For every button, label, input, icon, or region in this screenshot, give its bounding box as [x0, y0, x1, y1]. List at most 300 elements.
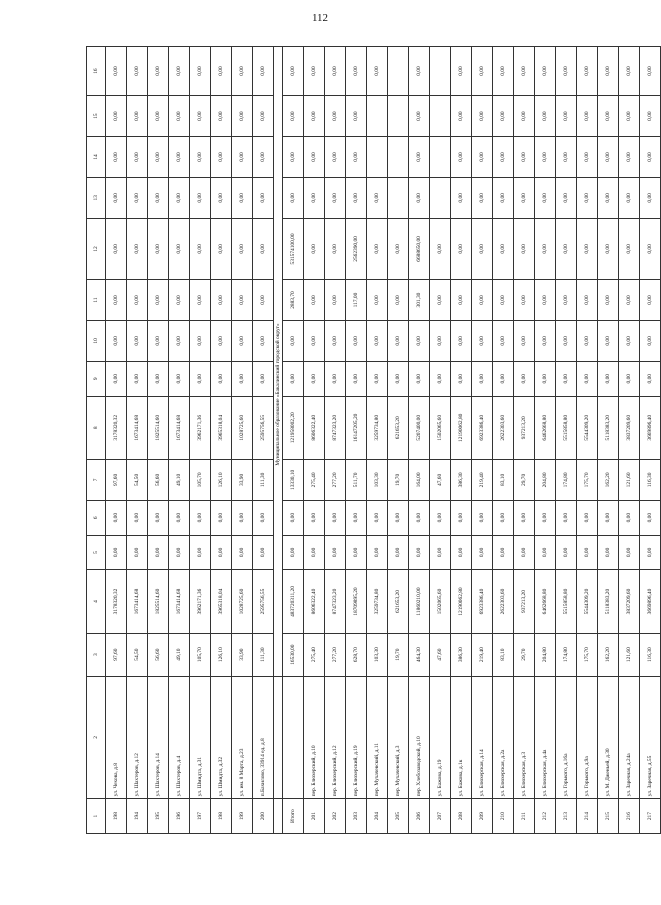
value-cell: 0,00 — [472, 47, 493, 96]
value-cell: 0,00 — [577, 177, 598, 218]
value-cell: 0,00 — [253, 320, 274, 361]
value-cell: 0,00 — [451, 361, 472, 396]
value-cell: 3669896,40 — [640, 396, 661, 459]
value-cell: 0,00 — [640, 361, 661, 396]
table-row — [127, 47, 148, 834]
value-cell: 5118383,20 — [598, 570, 619, 633]
value-cell: 0,00 — [388, 218, 409, 279]
value-cell: 0,00 — [346, 137, 367, 178]
address-cell: ул. Блюхерская, д.4а — [535, 676, 556, 799]
value-cell: 0,00 — [304, 500, 325, 535]
column-header-4: 4 — [87, 570, 106, 633]
value-cell: 0,00 — [409, 320, 430, 361]
value-cell: 0,00 — [190, 47, 211, 96]
address-cell: ул. Шахтеров, д.14 — [148, 676, 169, 799]
table-row — [211, 47, 232, 834]
address-cell: пер. Хлебозаводской, д.10 — [409, 676, 430, 799]
value-cell: 0,00 — [190, 535, 211, 570]
value-cell: 1673414,68 — [127, 396, 148, 459]
value-cell: 0,00 — [577, 280, 598, 321]
value-cell: 0,00 — [283, 96, 304, 137]
value-cell — [367, 96, 388, 137]
value-cell: 0,00 — [127, 96, 148, 137]
value-cell: 0,00 — [304, 320, 325, 361]
value-cell: 1673414,68 — [127, 570, 148, 633]
value-cell: 2562390,00 — [346, 218, 367, 279]
value-cell: 5515858,80 — [556, 570, 577, 633]
address-cell: пер. Мухачевский, д.11 — [367, 676, 388, 799]
value-cell: 1825514,60 — [148, 396, 169, 459]
value-cell: 0,00 — [283, 361, 304, 396]
value-cell: 277,20 — [325, 633, 346, 676]
value-cell: 0,00 — [619, 137, 640, 178]
value-cell: 0,00 — [325, 177, 346, 218]
value-cell: 0,00 — [556, 361, 577, 396]
value-cell: 0,00 — [493, 47, 514, 96]
value-cell: 1502065,60 — [430, 396, 451, 459]
table-row — [514, 47, 535, 834]
value-cell: 0,00 — [577, 361, 598, 396]
value-cell: 5544309,20 — [577, 396, 598, 459]
value-cell: 0,00 — [472, 320, 493, 361]
value-cell: 0,00 — [253, 280, 274, 321]
value-cell — [388, 47, 409, 96]
value-cell: 0,00 — [472, 96, 493, 137]
value-cell: 0,00 — [493, 177, 514, 218]
value-cell: 275,40 — [304, 633, 325, 676]
table-row — [148, 47, 169, 834]
value-cell: 0,00 — [640, 177, 661, 218]
value-cell: 0,00 — [514, 280, 535, 321]
value-cell: 0,00 — [367, 361, 388, 396]
value-cell: 0,00 — [535, 361, 556, 396]
row-number-cell: 213 — [556, 799, 577, 834]
value-cell: 0,00 — [325, 280, 346, 321]
value-cell: 0,00 — [598, 535, 619, 570]
address-cell: пер. Мухачевский, д.3 — [388, 676, 409, 799]
value-cell: 0,00 — [493, 361, 514, 396]
value-cell: 0,00 — [556, 47, 577, 96]
value-cell: 0,00 — [577, 96, 598, 137]
value-cell: 0,00 — [232, 320, 253, 361]
value-cell — [430, 137, 451, 178]
value-cell: 204,80 — [535, 459, 556, 500]
value-cell: 47,60 — [430, 459, 451, 500]
value-cell: 0,00 — [430, 500, 451, 535]
value-cell: 0,00 — [619, 177, 640, 218]
value-cell: 0,00 — [451, 137, 472, 178]
data-table — [86, 46, 661, 834]
value-cell: 1028725,60 — [232, 570, 253, 633]
value-cell: 0,00 — [106, 96, 127, 137]
value-cell: 49,10 — [169, 633, 190, 676]
table-row — [535, 47, 556, 834]
value-cell: 0,00 — [304, 535, 325, 570]
table-row — [640, 47, 661, 834]
value-cell: 301,30 — [409, 280, 430, 321]
value-cell: 0,00 — [211, 361, 232, 396]
value-cell: 2622303,60 — [493, 570, 514, 633]
value-cell: 0,00 — [253, 137, 274, 178]
value-cell: 511,70 — [346, 459, 367, 500]
value-cell: 83,10 — [493, 633, 514, 676]
value-cell: 0,00 — [106, 535, 127, 570]
value-cell — [388, 177, 409, 218]
value-cell: 0,00 — [148, 361, 169, 396]
value-cell: 0,00 — [577, 320, 598, 361]
value-cell: 0,00 — [346, 47, 367, 96]
value-cell: 54,50 — [127, 459, 148, 500]
value-cell: 0,00 — [556, 177, 577, 218]
value-cell: 0,00 — [127, 320, 148, 361]
page-number: 112 — [311, 12, 329, 24]
value-cell: 2595756,55 — [253, 570, 274, 633]
value-cell: 1502065,60 — [430, 570, 451, 633]
row-number-cell: 208 — [451, 799, 472, 834]
value-cell: 0,00 — [304, 361, 325, 396]
value-cell: 0,00 — [619, 500, 640, 535]
column-header-10: 10 — [87, 320, 106, 361]
value-cell: 0,00 — [577, 218, 598, 279]
table-row — [253, 47, 274, 834]
value-cell: 0,00 — [211, 320, 232, 361]
value-cell: 0,00 — [598, 177, 619, 218]
value-cell: 0,00 — [514, 500, 535, 535]
value-cell: 0,00 — [148, 500, 169, 535]
value-cell: 0,00 — [535, 177, 556, 218]
value-cell: 0,00 — [388, 361, 409, 396]
value-cell — [367, 137, 388, 178]
value-cell: 0,00 — [211, 47, 232, 96]
value-cell: 0,00 — [451, 500, 472, 535]
value-cell: 0,00 — [514, 137, 535, 178]
column-header-14: 14 — [87, 137, 106, 178]
value-cell: 0,00 — [367, 177, 388, 218]
value-cell: 0,00 — [304, 177, 325, 218]
value-cell: 0,00 — [304, 47, 325, 96]
value-cell: 464,30 — [409, 633, 430, 676]
value-cell: 117,00 — [346, 280, 367, 321]
row-number-cell: 215 — [598, 799, 619, 834]
table-row — [346, 47, 367, 834]
value-cell: 0,00 — [211, 177, 232, 218]
address-cell: ул. Чехова, д.8 — [106, 676, 127, 799]
value-cell: 0,00 — [148, 177, 169, 218]
value-cell: 3178320,32 — [106, 396, 127, 459]
value-cell: 0,00 — [577, 47, 598, 96]
table-row — [577, 47, 598, 834]
value-cell: 0,00 — [430, 280, 451, 321]
value-cell: 0,00 — [535, 280, 556, 321]
value-cell — [388, 96, 409, 137]
value-cell: 0,00 — [556, 500, 577, 535]
value-cell: 105,70 — [190, 459, 211, 500]
value-cell: 0,00 — [325, 137, 346, 178]
value-cell: 0,00 — [127, 500, 148, 535]
value-cell: 0,00 — [367, 320, 388, 361]
value-cell: 0,00 — [367, 218, 388, 279]
row-number-cell: Итого — [283, 799, 304, 834]
value-cell: 0,00 — [325, 218, 346, 279]
value-cell: 3965318,04 — [211, 396, 232, 459]
value-cell: 0,00 — [409, 47, 430, 96]
value-cell: 0,00 — [148, 320, 169, 361]
value-cell: 0,00 — [253, 361, 274, 396]
row-number-cell: 211 — [514, 799, 535, 834]
value-cell: 174,80 — [556, 633, 577, 676]
value-cell: 16530,00 — [283, 633, 304, 676]
value-cell: 0,00 — [367, 280, 388, 321]
value-cell: 0,00 — [493, 137, 514, 178]
value-cell: 0,00 — [514, 47, 535, 96]
value-cell: 0,00 — [325, 47, 346, 96]
value-cell: 0,00 — [148, 47, 169, 96]
value-cell: 386,30 — [451, 459, 472, 500]
value-cell: 277,20 — [325, 459, 346, 500]
table-row — [190, 47, 211, 834]
value-cell: 0,00 — [409, 137, 430, 178]
value-cell: 6462668,80 — [535, 396, 556, 459]
row-number-cell: 206 — [409, 799, 430, 834]
value-cell: 483720311,20 — [283, 570, 304, 633]
address-cell: пер. Блюхерский, д.10 — [304, 676, 325, 799]
value-cell: 0,00 — [535, 535, 556, 570]
value-cell: 0,00 — [325, 535, 346, 570]
value-cell: 33,90 — [232, 633, 253, 676]
value-cell: 0,00 — [283, 137, 304, 178]
value-cell: 0,00 — [169, 535, 190, 570]
value-cell: 0,00 — [148, 280, 169, 321]
value-cell: 6923386,40 — [472, 570, 493, 633]
value-cell — [430, 96, 451, 137]
row-number-cell: 198 — [211, 799, 232, 834]
column-header-row — [87, 47, 106, 834]
value-cell: 3837209,60 — [619, 570, 640, 633]
value-cell: 0,00 — [598, 47, 619, 96]
column-header-16: 16 — [87, 47, 106, 96]
value-cell: 531574100,00 — [283, 218, 304, 279]
value-cell: 0,00 — [367, 47, 388, 96]
value-cell: 121,60 — [619, 459, 640, 500]
address-cell: пер. Блюхерский, д.12 — [325, 676, 346, 799]
value-cell: 1673414,68 — [169, 570, 190, 633]
value-cell: 0,00 — [325, 361, 346, 396]
value-cell: 12190062,80 — [451, 396, 472, 459]
value-cell: 0,00 — [619, 535, 640, 570]
value-cell: 0,00 — [619, 320, 640, 361]
value-cell: 1673414,68 — [169, 396, 190, 459]
value-cell: 121,60 — [619, 633, 640, 676]
value-cell: 0,00 — [253, 218, 274, 279]
value-cell: 0,00 — [169, 177, 190, 218]
row-number-cell: 199 — [232, 799, 253, 834]
value-cell: 0,00 — [346, 361, 367, 396]
address-cell: ул. Шахтеров, д.12 — [127, 676, 148, 799]
row-number-cell: 203 — [346, 799, 367, 834]
address-cell — [283, 676, 304, 799]
value-cell: 54,50 — [127, 633, 148, 676]
value-cell: 175,70 — [577, 633, 598, 676]
value-cell: 275,40 — [304, 459, 325, 500]
value-cell: 6688650,00 — [409, 218, 430, 279]
value-cell: 0,00 — [253, 177, 274, 218]
value-cell: 0,00 — [598, 320, 619, 361]
value-cell: 6462668,80 — [535, 570, 556, 633]
section-title: Муниципальное образование «Бакалинский городской округ» — [274, 47, 283, 677]
value-cell: 0,00 — [232, 280, 253, 321]
row-number-cell: 200 — [253, 799, 274, 834]
address-cell: ул. Горького, д.16а — [556, 676, 577, 799]
value-cell — [430, 47, 451, 96]
value-cell: 0,00 — [640, 47, 661, 96]
value-cell: 0,00 — [211, 280, 232, 321]
value-cell: 11860210,00 — [409, 570, 430, 633]
value-cell: 0,00 — [127, 137, 148, 178]
value-cell: 0,00 — [346, 320, 367, 361]
value-cell: 0,00 — [451, 320, 472, 361]
value-cell: 0,00 — [169, 137, 190, 178]
value-cell: 0,00 — [127, 177, 148, 218]
row-number-cell: 196 — [169, 799, 190, 834]
value-cell: 621653,20 — [388, 396, 409, 459]
value-cell: 0,00 — [430, 320, 451, 361]
value-cell: 97,60 — [106, 459, 127, 500]
value-cell: 0,00 — [169, 320, 190, 361]
row-number-cell: 194 — [127, 799, 148, 834]
value-cell: 5207400,00 — [409, 396, 430, 459]
value-cell: 0,00 — [232, 361, 253, 396]
table-row — [169, 47, 190, 834]
value-cell: 8606322,40 — [304, 570, 325, 633]
value-cell: 8606322,40 — [304, 396, 325, 459]
value-cell: 0,00 — [232, 137, 253, 178]
value-cell: 0,00 — [493, 96, 514, 137]
value-cell: 5544309,20 — [577, 570, 598, 633]
value-cell: 0,00 — [409, 500, 430, 535]
row-number-cell: 204 — [367, 799, 388, 834]
value-cell: 0,00 — [514, 96, 535, 137]
value-cell: 116,30 — [640, 459, 661, 500]
value-cell: 0,00 — [514, 361, 535, 396]
value-cell: 0,00 — [451, 535, 472, 570]
table-row — [451, 47, 472, 834]
value-cell: 0,00 — [640, 137, 661, 178]
address-cell: ул. Шмидта, д.31 — [190, 676, 211, 799]
value-cell: 0,00 — [106, 177, 127, 218]
row-number-cell: 205 — [388, 799, 409, 834]
value-cell: 0,00 — [535, 320, 556, 361]
value-cell: 0,00 — [169, 500, 190, 535]
column-header-2: 2 — [87, 676, 106, 799]
value-cell: 0,00 — [640, 320, 661, 361]
value-cell: 0,00 — [169, 47, 190, 96]
value-cell: 8747323,20 — [325, 570, 346, 633]
row-number-cell: 209 — [472, 799, 493, 834]
value-cell: 0,00 — [148, 96, 169, 137]
section-blank-cell — [274, 676, 283, 799]
value-cell: 0,00 — [451, 47, 472, 96]
value-cell: 0,00 — [640, 280, 661, 321]
address-cell: ул. Шахтеров, д.4 — [169, 676, 190, 799]
value-cell: 0,00 — [598, 218, 619, 279]
value-cell: 0,00 — [283, 177, 304, 218]
value-cell: 0,00 — [169, 218, 190, 279]
value-cell: 3962171,36 — [190, 570, 211, 633]
value-cell: 0,00 — [127, 218, 148, 279]
value-cell: 2622303,60 — [493, 396, 514, 459]
row-number-cell: 217 — [640, 799, 661, 834]
value-cell: 0,00 — [514, 177, 535, 218]
value-cell: 0,00 — [190, 96, 211, 137]
value-cell: 0,00 — [430, 218, 451, 279]
value-cell: 97,60 — [106, 633, 127, 676]
row-number-cell: 201 — [304, 799, 325, 834]
column-header-1: 1 — [87, 799, 106, 834]
value-cell: 0,00 — [169, 96, 190, 137]
value-cell — [388, 137, 409, 178]
address-cell: ул. Заречная, д.55 — [640, 676, 661, 799]
value-cell: 0,00 — [472, 137, 493, 178]
value-cell: 0,00 — [409, 96, 430, 137]
value-cell: 16147205,20 — [346, 396, 367, 459]
rotated-table-container — [86, 46, 653, 834]
table-row — [232, 47, 253, 834]
value-cell: 0,00 — [535, 500, 556, 535]
row-number-cell: 216 — [619, 799, 640, 834]
table-row — [430, 47, 451, 834]
value-cell: 0,00 — [232, 47, 253, 96]
value-cell: 0,00 — [106, 280, 127, 321]
value-cell: 0,00 — [127, 535, 148, 570]
value-cell: 0,00 — [283, 535, 304, 570]
value-cell: 0,00 — [190, 177, 211, 218]
column-header-11: 11 — [87, 280, 106, 321]
address-cell: пер. Блюхерский, д.19 — [346, 676, 367, 799]
value-cell: 0,00 — [346, 177, 367, 218]
value-cell: 0,00 — [430, 361, 451, 396]
row-number-cell: 212 — [535, 799, 556, 834]
value-cell: 937213,20 — [514, 396, 535, 459]
value-cell: 0,00 — [211, 96, 232, 137]
value-cell: 0,00 — [598, 361, 619, 396]
value-cell: 0,00 — [640, 218, 661, 279]
value-cell — [430, 177, 451, 218]
value-cell: 12190062,80 — [451, 570, 472, 633]
value-cell: 0,00 — [619, 96, 640, 137]
value-cell: 0,00 — [640, 535, 661, 570]
value-cell: 0,00 — [304, 280, 325, 321]
value-cell: 111,30 — [253, 633, 274, 676]
value-cell: 29,70 — [514, 633, 535, 676]
value-cell: 49,10 — [169, 459, 190, 500]
value-cell: 0,00 — [556, 535, 577, 570]
value-cell: 0,00 — [514, 320, 535, 361]
value-cell: 0,00 — [619, 280, 640, 321]
table-row — [409, 47, 430, 834]
value-cell: 0,00 — [106, 47, 127, 96]
address-cell: ул. Блюхерская, д.14 — [472, 676, 493, 799]
value-cell: 0,00 — [598, 280, 619, 321]
value-cell: 0,00 — [106, 218, 127, 279]
value-cell: 5515858,80 — [556, 396, 577, 459]
value-cell: 0,00 — [211, 218, 232, 279]
address-cell: п.Бахилово, 33914 ед. д.8 — [253, 676, 274, 799]
value-cell: 0,00 — [535, 137, 556, 178]
value-cell: 0,00 — [190, 137, 211, 178]
value-cell: 56,60 — [148, 459, 169, 500]
value-cell: 1028725,60 — [232, 396, 253, 459]
value-cell: 0,00 — [577, 500, 598, 535]
